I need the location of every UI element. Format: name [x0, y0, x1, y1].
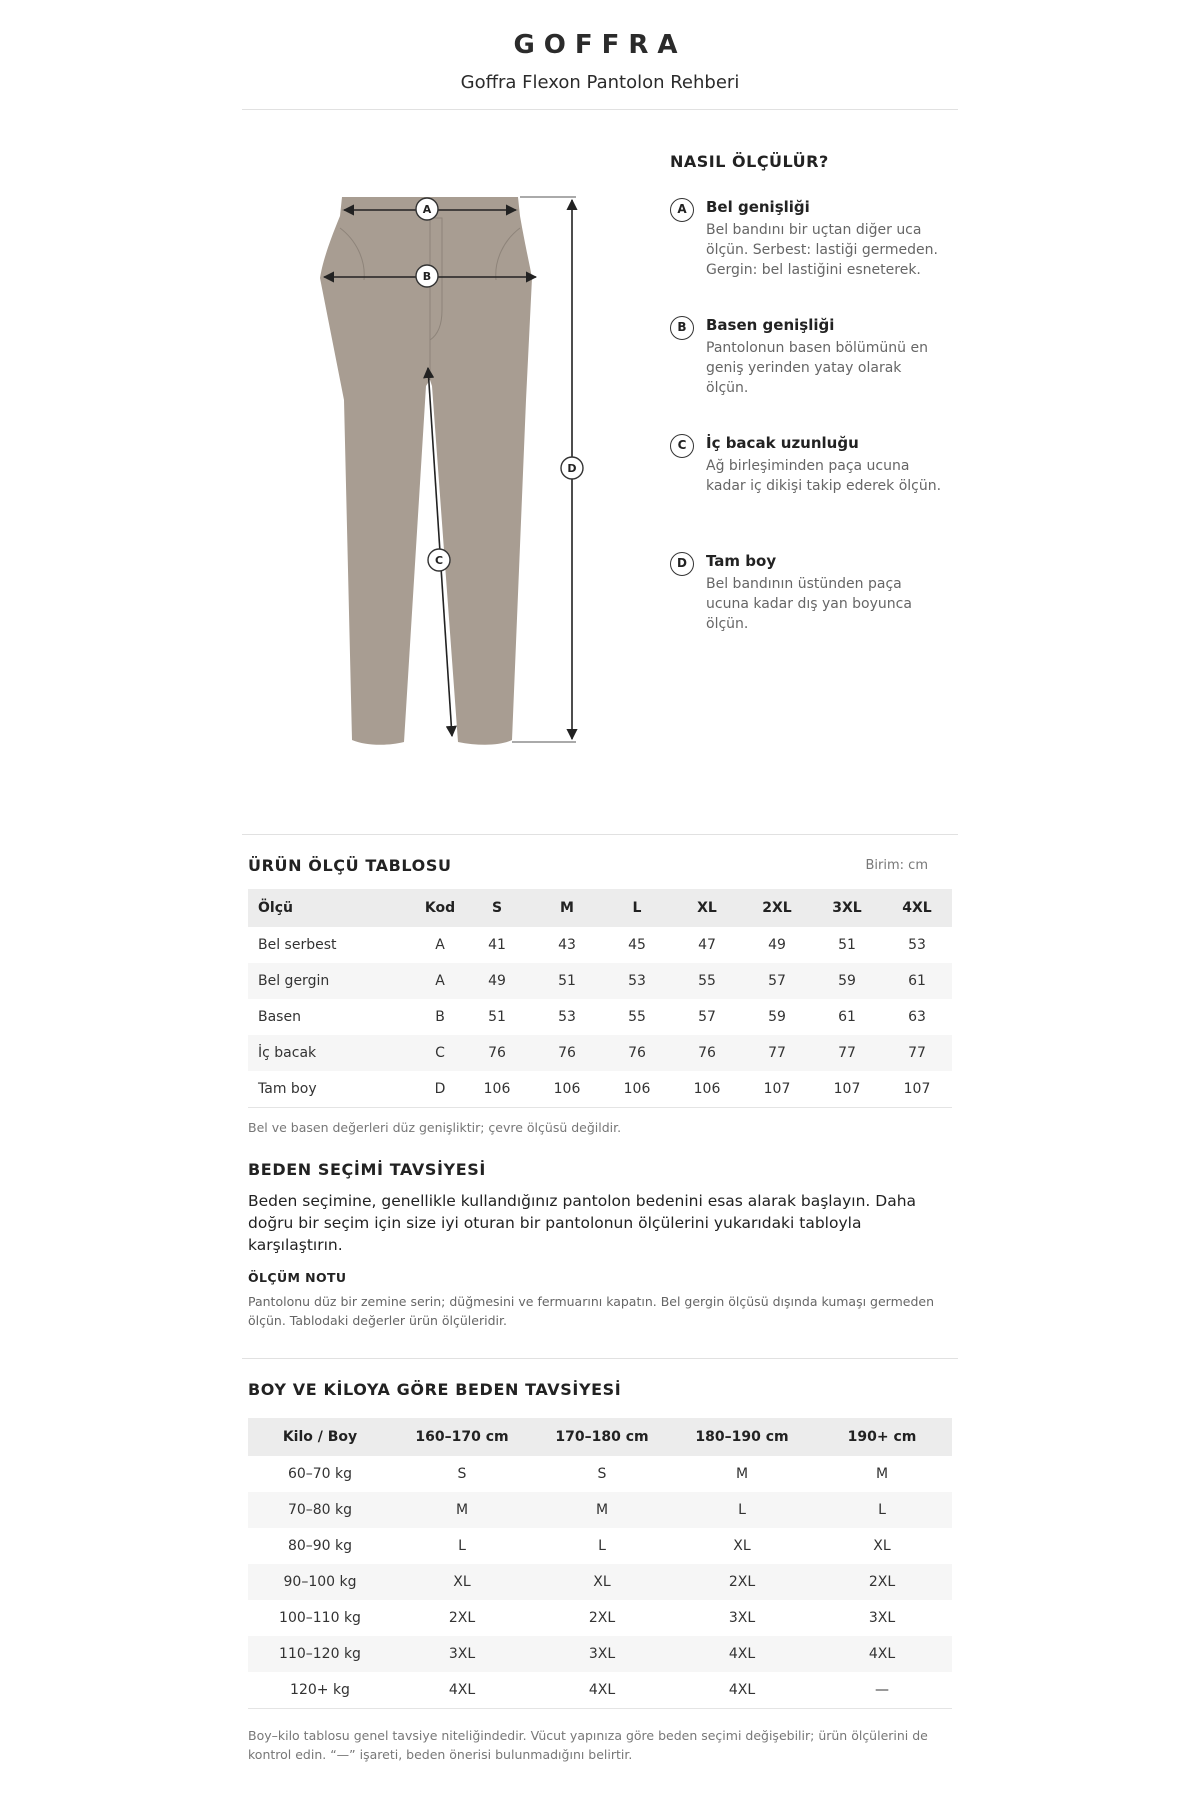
- how-to-item-title: Bel genişliği: [706, 198, 810, 216]
- row-label-cell: Bel serbest: [258, 937, 337, 953]
- how-to-item-title: Tam boy: [706, 552, 777, 570]
- table-cell: M: [532, 1492, 672, 1528]
- row-label-cell: 70–80 kg: [248, 1492, 392, 1528]
- how-to-item-desc: Bel bandını bir uçtan diğer uca ölçün. Serbest: lastiği germeden. Gergin: bel lastiğini esneterek.: [706, 222, 938, 278]
- svg-text:D: D: [567, 462, 577, 475]
- table-cell: 4XL: [672, 1672, 812, 1708]
- code-a-badge: A: [670, 198, 694, 222]
- table-cell: 3XL: [868, 1610, 896, 1626]
- table-cell: 3XL: [728, 1610, 756, 1626]
- table-cell: 51: [838, 937, 856, 953]
- unit-label: Birim: cm: [865, 858, 928, 873]
- table-cell: 106: [532, 1071, 602, 1107]
- table-row: [248, 1071, 952, 1107]
- row-label-cell: Bel gergin: [248, 963, 418, 999]
- header-divider: [242, 109, 958, 110]
- row-label-cell: 110–120 kg: [248, 1636, 392, 1672]
- code-b-badge: B: [670, 316, 694, 340]
- table-cell: S: [457, 1466, 467, 1482]
- table-cell: 59: [768, 1009, 786, 1025]
- row-label-cell: 80–90 kg: [287, 1538, 353, 1554]
- how-to-item-desc: Pantolonun basen bölümünü en geniş yerinden yatay olarak ölçün.: [706, 340, 928, 396]
- how-to-item-title: İç bacak uzunluğu: [706, 434, 859, 452]
- table-cell: 77: [812, 1035, 882, 1071]
- table-cell: 55: [628, 1009, 646, 1025]
- svg-text:B: B: [422, 270, 432, 283]
- table-cell: L: [458, 1538, 466, 1554]
- table-cell: C: [418, 1035, 462, 1071]
- how-to-item-desc: Ağ birleşiminden paça ucuna kadar iç dikişi takip ederek ölçün.: [706, 458, 942, 494]
- rec-table-footnote: Boy–kilo tablosu genel tavsiye niteliğindedir. Vücut yapınıza göre beden seçimi değişebilir; ürün ölçülerini de kontrol edin. “—” işareti, beden önerisi bulunmadığını belirtir.: [248, 1728, 928, 1762]
- rec-table-title: BOY VE KİLOYA GÖRE BEDEN TAVSİYESİ: [248, 1380, 622, 1399]
- size-table-title: ÜRÜN ÖLÇÜ TABLOSU: [248, 856, 452, 875]
- table-cell: 61: [838, 1009, 856, 1025]
- table-row: [248, 927, 952, 963]
- table-cell: 43: [558, 937, 576, 953]
- column-header: M: [532, 889, 602, 927]
- how-to-title: NASIL ÖLÇÜLÜR?: [670, 152, 829, 171]
- table-cell: 3XL: [392, 1636, 532, 1672]
- table-row: [248, 1636, 952, 1672]
- table-cell: L: [812, 1492, 952, 1528]
- svg-text:C: C: [434, 554, 444, 567]
- code-c-badge: C: [670, 434, 694, 458]
- label-a-badge: [416, 198, 438, 220]
- table-cell: 107: [882, 1071, 952, 1107]
- advice-title: BEDEN SEÇİMİ TAVSİYESİ: [248, 1160, 486, 1179]
- row-label-cell: 60–70 kg: [287, 1466, 353, 1482]
- column-header: 190+ cm: [812, 1418, 952, 1456]
- table-cell: 53: [558, 1009, 576, 1025]
- measure-note-text: Pantolonu düz bir zemine serin; düğmesini ve fermuarını kapatın. Bel gergin ölçüsü dışında kumaşı germeden ölçün. Tablodaki değerler ürün ölçüleridir.: [248, 1294, 935, 1328]
- table-cell: 53: [908, 937, 926, 953]
- rec-table-header-row: [248, 1418, 952, 1456]
- table-cell: 59: [812, 963, 882, 999]
- recommendation-table: [248, 1418, 952, 1709]
- table-cell: 2XL: [448, 1610, 476, 1626]
- table-cell: D: [418, 1071, 462, 1107]
- table-cell: XL: [532, 1564, 672, 1600]
- column-header: 170–180 cm: [532, 1418, 672, 1456]
- column-header: Kilo / Boy: [248, 1418, 392, 1456]
- size-table-footnote: Bel ve basen değerleri düz genişliktir; çevre ölçüsü değildir.: [248, 1120, 622, 1135]
- table-cell: 3XL: [532, 1636, 672, 1672]
- column-header: 3XL: [812, 889, 882, 927]
- table-cell: 106: [602, 1071, 672, 1107]
- size-table: [248, 889, 952, 1108]
- table-cell: M: [392, 1492, 532, 1528]
- table-cell: 76: [672, 1035, 742, 1071]
- row-label-cell: 90–100 kg: [248, 1564, 392, 1600]
- pants-diagram: [300, 180, 600, 770]
- table-cell: 2XL: [588, 1610, 616, 1626]
- svg-text:A: A: [422, 203, 432, 216]
- code-d-badge: D: [670, 552, 694, 576]
- row-label-cell: İç bacak: [248, 1035, 418, 1071]
- row-label-cell: Basen: [258, 1009, 301, 1025]
- table-cell: XL: [733, 1538, 751, 1554]
- row-label-cell: Tam boy: [248, 1071, 418, 1107]
- column-header: 180–190 cm: [672, 1418, 812, 1456]
- label-c-badge: [428, 549, 450, 571]
- size-table-header-row: [248, 889, 952, 927]
- column-header: 2XL: [742, 889, 812, 927]
- table-cell: 47: [698, 937, 716, 953]
- page-subtitle: Goffra Flexon Pantolon Rehberi: [460, 72, 740, 93]
- table-cell: 61: [882, 963, 952, 999]
- table-row: [248, 1600, 952, 1636]
- table-cell: XL: [392, 1564, 532, 1600]
- table-cell: 53: [602, 963, 672, 999]
- table-row: [248, 1672, 952, 1708]
- table-cell: 51: [532, 963, 602, 999]
- table-cell: 4XL: [532, 1672, 672, 1708]
- table-row: [248, 1528, 952, 1564]
- table-cell: S: [597, 1466, 607, 1482]
- table-cell: L: [672, 1492, 812, 1528]
- table-cell: 41: [488, 937, 506, 953]
- table-row: [248, 1564, 952, 1600]
- table-cell: 49: [768, 937, 786, 953]
- table-cell: 55: [672, 963, 742, 999]
- table-cell: 2XL: [812, 1564, 952, 1600]
- table-cell: 76: [532, 1035, 602, 1071]
- table-row: [248, 963, 952, 999]
- brand-logo: GOFFRA: [513, 30, 687, 60]
- table-row: [248, 1035, 952, 1071]
- table-cell: 57: [698, 1009, 716, 1025]
- column-header: 4XL: [882, 889, 952, 927]
- table-cell: 107: [812, 1071, 882, 1107]
- table-cell: —: [812, 1672, 952, 1708]
- table-cell: M: [735, 1466, 749, 1482]
- table-row: [248, 1492, 952, 1528]
- table-cell: L: [598, 1538, 606, 1554]
- row-label-cell: 120+ kg: [248, 1672, 392, 1708]
- measure-note-title: ÖLÇÜM NOTU: [248, 1270, 347, 1285]
- table-cell: 77: [742, 1035, 812, 1071]
- column-header: Ölçü: [248, 889, 418, 927]
- table-cell: 76: [462, 1035, 532, 1071]
- table-cell: 4XL: [672, 1636, 812, 1672]
- table-cell: 4XL: [812, 1636, 952, 1672]
- table-cell: M: [875, 1466, 889, 1482]
- table-cell: 106: [672, 1071, 742, 1107]
- table-row: [248, 999, 952, 1035]
- table-row: [248, 1456, 952, 1492]
- table-cell: B: [435, 1009, 445, 1025]
- table-cell: 45: [628, 937, 646, 953]
- table-cell: 63: [908, 1009, 926, 1025]
- table-cell: 2XL: [672, 1564, 812, 1600]
- table-cell: A: [435, 937, 445, 953]
- table-cell: 77: [882, 1035, 952, 1071]
- column-header: 160–170 cm: [392, 1418, 532, 1456]
- advice-text: Beden seçimine, genellikle kullandığınız pantolon bedenini esas alarak başlayın. Daha doğru bir seçim için size iyi oturan bir pantolonun ölçülerini yukarıdaki tabloyla karşılaştırın.: [248, 1192, 917, 1254]
- column-header: S: [462, 889, 532, 927]
- table-cell: 76: [602, 1035, 672, 1071]
- column-header: Kod: [418, 889, 462, 927]
- table-cell: XL: [873, 1538, 891, 1554]
- table-cell: 4XL: [392, 1672, 532, 1708]
- table-cell: 49: [462, 963, 532, 999]
- section-divider: [242, 834, 958, 835]
- how-to-item-desc: Bel bandının üstünden paça ucuna kadar dış yan boyunca ölçün.: [706, 576, 912, 632]
- label-d-badge: [561, 457, 583, 479]
- table-cell: 51: [488, 1009, 506, 1025]
- label-b-badge: [416, 265, 438, 287]
- row-label-cell: 100–110 kg: [279, 1610, 361, 1626]
- column-header: XL: [672, 889, 742, 927]
- table-cell: 57: [742, 963, 812, 999]
- table-cell: 106: [462, 1071, 532, 1107]
- table-cell: A: [418, 963, 462, 999]
- column-header: L: [602, 889, 672, 927]
- table-cell: 107: [742, 1071, 812, 1107]
- section-divider: [242, 1358, 958, 1359]
- how-to-item-title: Basen genişliği: [706, 316, 835, 334]
